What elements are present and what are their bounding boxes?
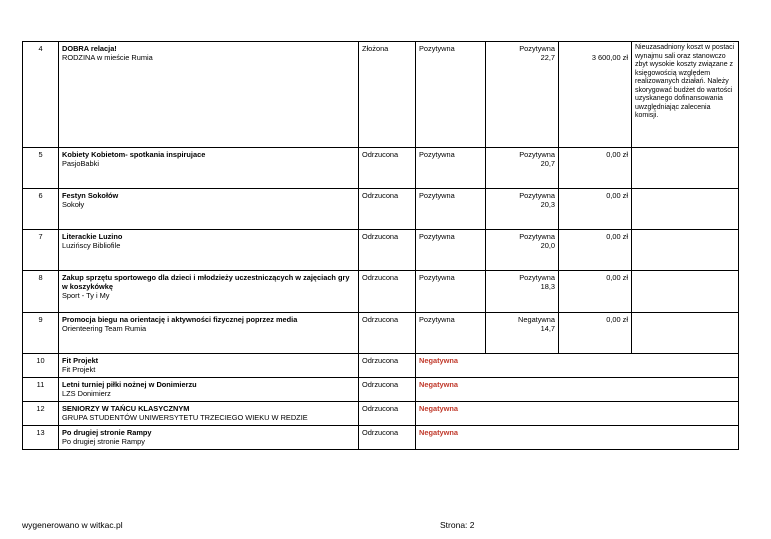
formal-assessment: Pozytywna <box>416 230 486 271</box>
status: Odrzucona <box>359 313 416 354</box>
organization: GRUPA STUDENTÓW UNIWERSYTETU TRZECIEGO WIEKU W REDZIE <box>62 413 308 422</box>
project-title: Festyn Sokołów <box>62 191 119 200</box>
organization: Po drugiej stronie Rampy <box>62 437 145 446</box>
negative-label: Negatywna <box>419 356 459 365</box>
amount: 0,00 zł <box>559 148 632 189</box>
negative-label: Negatywna <box>419 404 459 413</box>
negative-label: Negatywna <box>419 380 459 389</box>
formal-assessment: Pozytywna <box>416 271 486 313</box>
score: 18,3 <box>540 282 555 291</box>
note <box>632 271 739 313</box>
merit-assessment <box>486 148 559 189</box>
formal-assessment <box>416 354 739 378</box>
row-number: 9 <box>23 313 59 354</box>
score: 22,7 <box>540 53 555 62</box>
merit-label: Pozytywna <box>519 273 555 282</box>
score: 20,7 <box>540 159 555 168</box>
merit-assessment <box>486 271 559 313</box>
negative-label: Negatywna <box>419 428 459 437</box>
results-table <box>22 41 739 450</box>
table-row <box>23 148 739 189</box>
status: Odrzucona <box>359 230 416 271</box>
table-row <box>23 313 739 354</box>
note <box>632 230 739 271</box>
project-title: Literackie Luzino <box>62 232 123 241</box>
organization: PasjoBabki <box>62 159 99 168</box>
row-number: 6 <box>23 189 59 230</box>
organization: LZS Donimierz <box>62 389 111 398</box>
merit-assessment <box>486 189 559 230</box>
table-row <box>23 189 739 230</box>
row-number: 5 <box>23 148 59 189</box>
merit-label: Negatywna <box>518 315 555 324</box>
merit-label: Pozytywna <box>519 44 555 53</box>
row-number: 13 <box>23 426 59 450</box>
table-row <box>23 426 739 450</box>
score: 20,3 <box>540 200 555 209</box>
row-number: 4 <box>23 42 59 148</box>
amount: 0,00 zł <box>559 313 632 354</box>
table-row <box>23 402 739 426</box>
row-number: 7 <box>23 230 59 271</box>
project-cell <box>59 426 359 450</box>
status: Odrzucona <box>359 354 416 378</box>
merit-assessment <box>486 313 559 354</box>
table-row <box>23 378 739 402</box>
formal-assessment: Pozytywna <box>416 148 486 189</box>
project-cell <box>59 189 359 230</box>
row-number: 10 <box>23 354 59 378</box>
amount: 0,00 zł <box>559 189 632 230</box>
project-cell <box>59 313 359 354</box>
project-cell <box>59 148 359 189</box>
project-cell <box>59 230 359 271</box>
project-title: DOBRA relacja! <box>62 44 117 53</box>
project-cell <box>59 354 359 378</box>
merit-label: Pozytywna <box>519 232 555 241</box>
merit-assessment <box>486 230 559 271</box>
status: Odrzucona <box>359 271 416 313</box>
row-number: 11 <box>23 378 59 402</box>
organization: Orienteering Team Rumia <box>62 324 147 333</box>
project-title: Po drugiej stronie Rampy <box>62 428 152 437</box>
table-row <box>23 230 739 271</box>
merit-assessment <box>486 42 559 148</box>
page-number: Strona: 2 <box>440 520 475 530</box>
status: Odrzucona <box>359 189 416 230</box>
row-number: 8 <box>23 271 59 313</box>
project-title: Kobiety Kobietom- spotkania inspirujace <box>62 150 206 159</box>
formal-assessment <box>416 402 739 426</box>
organization: Sport - Ty i My <box>62 291 110 300</box>
project-title: Letni turniej piłki nożnej w Donimierzu <box>62 380 197 389</box>
merit-label: Pozytywna <box>519 191 555 200</box>
formal-assessment: Pozytywna <box>416 313 486 354</box>
formal-assessment: Pozytywna <box>416 189 486 230</box>
amount: 0,00 zł <box>559 271 632 313</box>
status: Odrzucona <box>359 402 416 426</box>
merit-label: Pozytywna <box>519 150 555 159</box>
formal-assessment: Pozytywna <box>416 42 486 148</box>
project-title: SENIORZY W TAŃCU KLASYCZNYM <box>62 404 190 413</box>
amount: 3 600,00 zł <box>559 42 632 148</box>
generated-by: wygenerowano w witkac.pl <box>22 520 123 530</box>
status: Złożona <box>359 42 416 148</box>
project-cell <box>59 271 359 313</box>
status: Odrzucona <box>359 426 416 450</box>
project-title: Promocja biegu na orientację i aktywności fizycznej poprzez media <box>62 315 298 324</box>
formal-assessment <box>416 426 739 450</box>
project-cell <box>59 402 359 426</box>
status: Odrzucona <box>359 148 416 189</box>
organization: RODZINA w mieście Rumia <box>62 53 153 62</box>
table-row <box>23 271 739 313</box>
organization: Luzińscy Bibliofile <box>62 241 121 250</box>
score: 14,7 <box>540 324 555 333</box>
note: Nieuzasadniony koszt w postaci wynajmu sali oraz stanowczo zbyt wysokie koszty związane z księgowością względem realizowanych działań. Należy skorygować budżet do wartości uzyskanego dofinansowania uwzględniając zalecenia komisji. <box>632 42 739 148</box>
organization: Fit Projekt <box>62 365 96 374</box>
note <box>632 189 739 230</box>
score: 20,0 <box>540 241 555 250</box>
organization: Sokoły <box>62 200 85 209</box>
row-number: 12 <box>23 402 59 426</box>
formal-assessment <box>416 378 739 402</box>
status: Odrzucona <box>359 378 416 402</box>
project-cell <box>59 42 359 148</box>
table-row <box>23 42 739 148</box>
table-row <box>23 354 739 378</box>
project-title: Zakup sprzętu sportowego dla dzieci i młodzieży uczestniczących w zajęciach gry w koszykówkę <box>62 273 350 291</box>
project-cell <box>59 378 359 402</box>
note <box>632 313 739 354</box>
note <box>632 148 739 189</box>
amount: 0,00 zł <box>559 230 632 271</box>
project-title: Fit Projekt <box>62 356 99 365</box>
